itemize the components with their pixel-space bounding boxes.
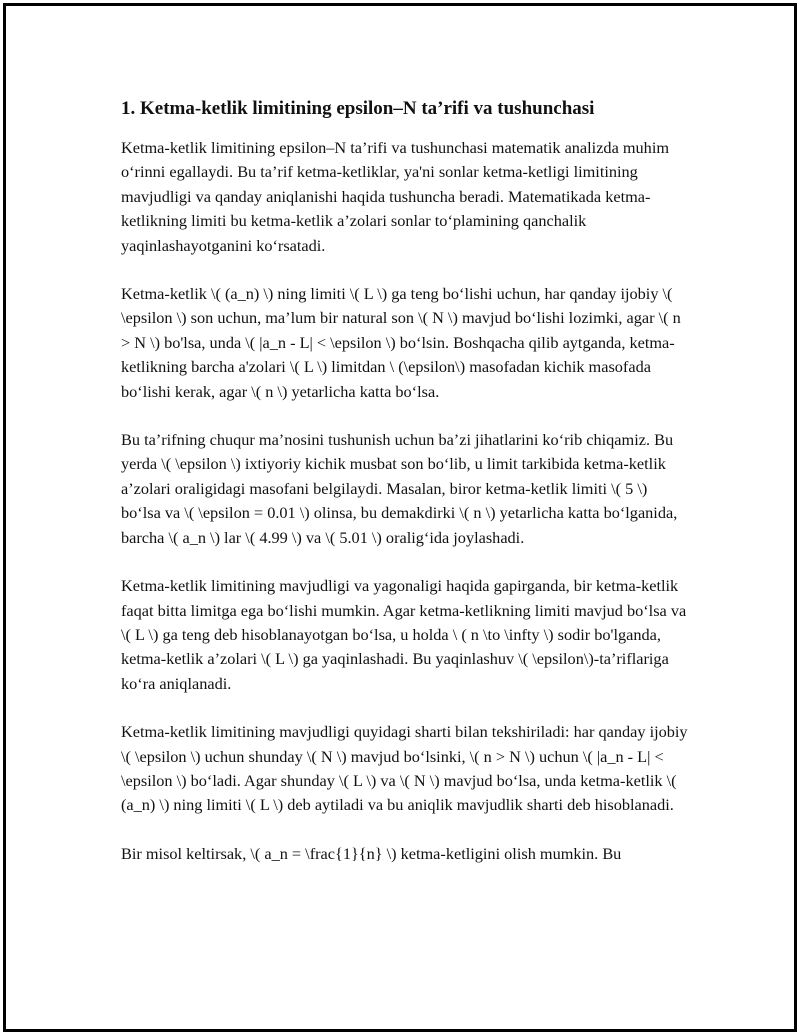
- paragraph-definition: Ketma-ketlik \( (a_n) \) ning limiti \( L \) ga teng bo‘lishi uchun, har qanday ijobiy \( \epsilon \) son uchun, ma’lum bir natural son \( N \) mavjud bo‘lishi lozimki, agar \( n > N \) bo'lsa, unda \( |a_n - L| < \epsilon \) bo‘lsin. Boshqacha qilib aytganda, ketma-ketlikning barcha a'zolari \( L \) limitdan \ (\epsilon\) masofadan kichik masofada bo‘lishi kerak, agar \( n \) yetarlicha katta bo‘lsa.: [121, 284, 681, 401]
- paragraph-example: Bir misol keltirsak, \( a_n = \frac{1}{n} \) ketma-ketligini olish mumkin. Bu: [121, 843, 622, 863]
- page-frame: [3, 3, 797, 1032]
- paragraph-intro: Ketma-ketlik limitining epsilon–N ta’rifi va tushunchasi matematik analizda muhim o‘rinni egallaydi. Bu ta’rif ketma-ketliklar, ya'ni sonlar ketma-ketligi limitining mavjudligi va qanday aniqlanishi haqida tushuncha beradi. Matematikada ketma-ketlikning limiti bu ketma-ketlik a’zolari sonlar to‘plamining qanchalik yaqinlashayotganini ko‘rsatadi.: [121, 138, 670, 255]
- document-body: [121, 96, 689, 890]
- paragraph-existence-condition: Ketma-ketlik limitining mavjudligi quyidagi sharti bilan tekshiriladi: har qanday ijobiy \( \epsilon \) uchun shunday \( N \) mavjud bo‘lsinki, \( n > N \) uchun \( |a_n - L| < \epsilon \) bo‘ladi. Agar shunday \( L \) va \( N \) mavjud bo‘lsa, unda ketma-ketlik \( (a_n) \) ning limiti \( L \) deb aytiladi va bu aniqlik mavjudlik sharti deb hisoblanadi.: [121, 722, 688, 815]
- section-heading: 1. Ketma-ketlik limitining epsilon–N ta’rifi va tushunchasi: [121, 98, 595, 119]
- paragraph-epsilon-meaning: Bu ta’rifning chuqur ma’nosini tushunish uchun ba’zi jihatlarini ko‘rib chiqamiz. Bu yerda \( \epsilon \) ixtiyoriy kichik musbat son bo‘lib, u limit tarkibida ketma-ketlik a’zolari oraligidagi masofani belgilaydi. Masalan, biror ketma-ketlik limiti \( 5 \) bo‘lsa va \( \epsilon = 0.01 \) olinsa, bu demakdirki \( n \) yetarlicha katta bo‘lganida, barcha \( a_n \) lar \( 4.99 \) va \( 5.01 \) oralig‘ida joylashadi.: [121, 430, 678, 547]
- paragraph-uniqueness: Ketma-ketlik limitining mavjudligi va yagonaligi haqida gapirganda, bir ketma-ketlik faqat bitta limitga ega bo‘lishi mumkin. Agar ketma-ketlikning limiti mavjud bo‘lsa va \( L \) ga teng deb hisoblanayotgan bo‘lsa, u holda \ ( n \to \infty \) sodir bo'lganda, ketma-ketlik a’zolari \( L \) ga yaqinlashadi. Bu yaqinlashuv \( \epsilon\)-ta’riflariga ko‘ra aniqlanadi.: [121, 576, 687, 693]
